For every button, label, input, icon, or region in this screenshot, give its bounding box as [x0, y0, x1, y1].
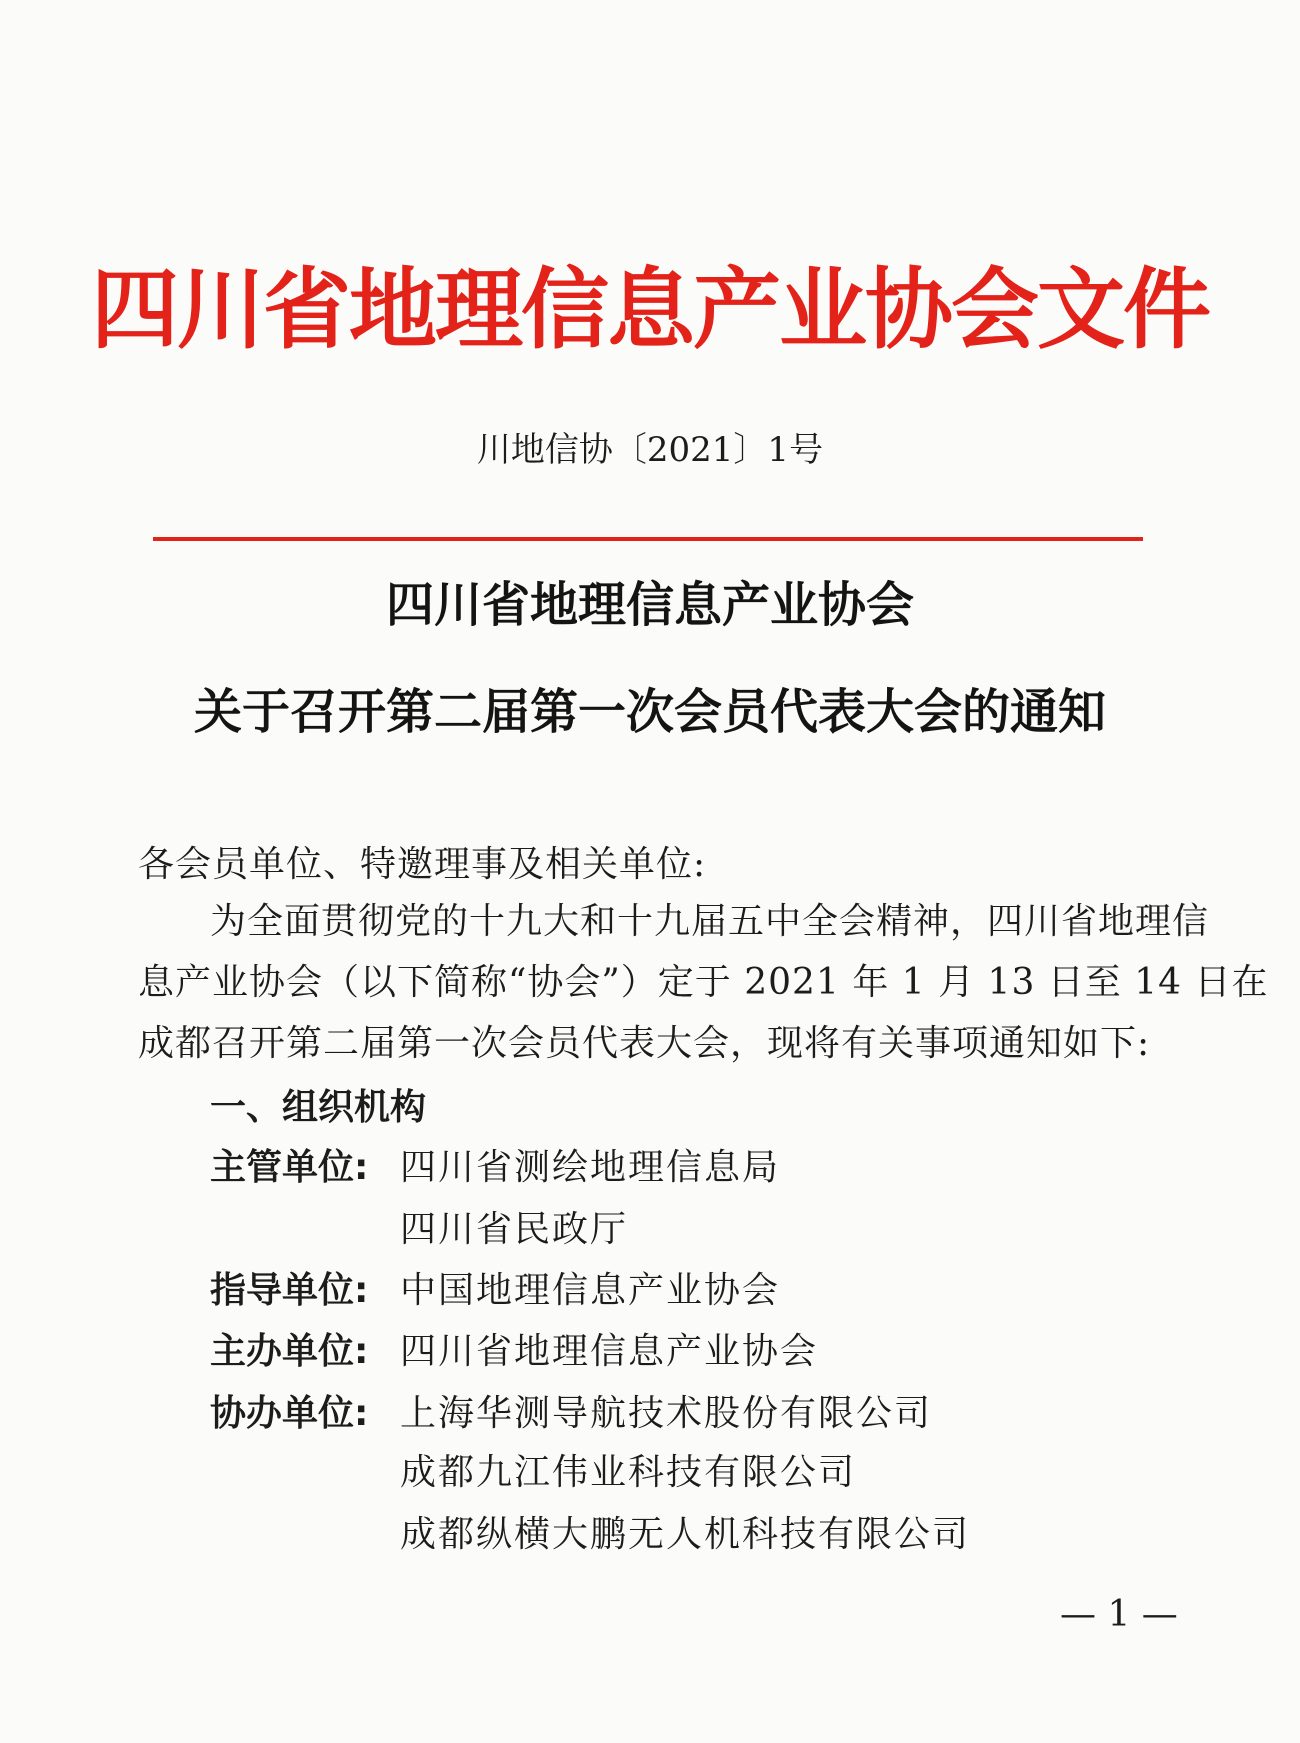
- paragraph-line: 成都召开第二届第一次会员代表大会，现将有关事项通知如下:: [138, 1023, 1151, 1064]
- org-name: 成都纵横大鹏无人机科技有限公司: [400, 1514, 971, 1555]
- section-heading-organization: 一、组织机构: [210, 1087, 427, 1128]
- org-label: 指导单位:: [210, 1270, 369, 1311]
- org-label: 主管单位:: [210, 1147, 369, 1188]
- org-row-guidance: [210, 1266, 780, 1316]
- document-number: 川地信协〔2021〕1号: [476, 430, 824, 470]
- org-name: 中国地理信息产业协会: [400, 1270, 781, 1311]
- page-number: — 1 —: [1060, 1594, 1178, 1635]
- salutation: 各会员单位、特邀理事及相关单位:: [138, 844, 707, 885]
- org-name: 上海华测导航技术股份有限公司: [400, 1393, 933, 1434]
- org-name: 四川省地理信息产业协会: [400, 1331, 819, 1372]
- notice-title-line-1: 四川省地理信息产业协会: [385, 577, 914, 633]
- red-divider-line: [153, 537, 1143, 541]
- paragraph-line: 息产业协会（以下简称“协会”）定于 2021 年 1 月 13 日至 14 日在: [138, 962, 1269, 1003]
- org-row-co-organizer: [210, 1389, 932, 1439]
- org-name: 四川省测绘地理信息局: [400, 1147, 781, 1188]
- document-header-title: 四川省地理信息产业协会文件: [90, 258, 1209, 361]
- paragraph-line: 为全面贯彻党的十九大和十九届五中全会精神，四川省地理信: [210, 901, 1210, 942]
- org-label: 主办单位:: [210, 1331, 369, 1372]
- org-label: 协办单位:: [210, 1393, 369, 1434]
- org-row-host: [210, 1327, 818, 1377]
- org-row-supervisor: [210, 1143, 780, 1193]
- notice-title-line-2: 关于召开第二届第一次会员代表大会的通知: [193, 684, 1106, 740]
- org-name: 成都九江伟业科技有限公司: [400, 1452, 857, 1493]
- org-name: 四川省民政厅: [400, 1209, 629, 1250]
